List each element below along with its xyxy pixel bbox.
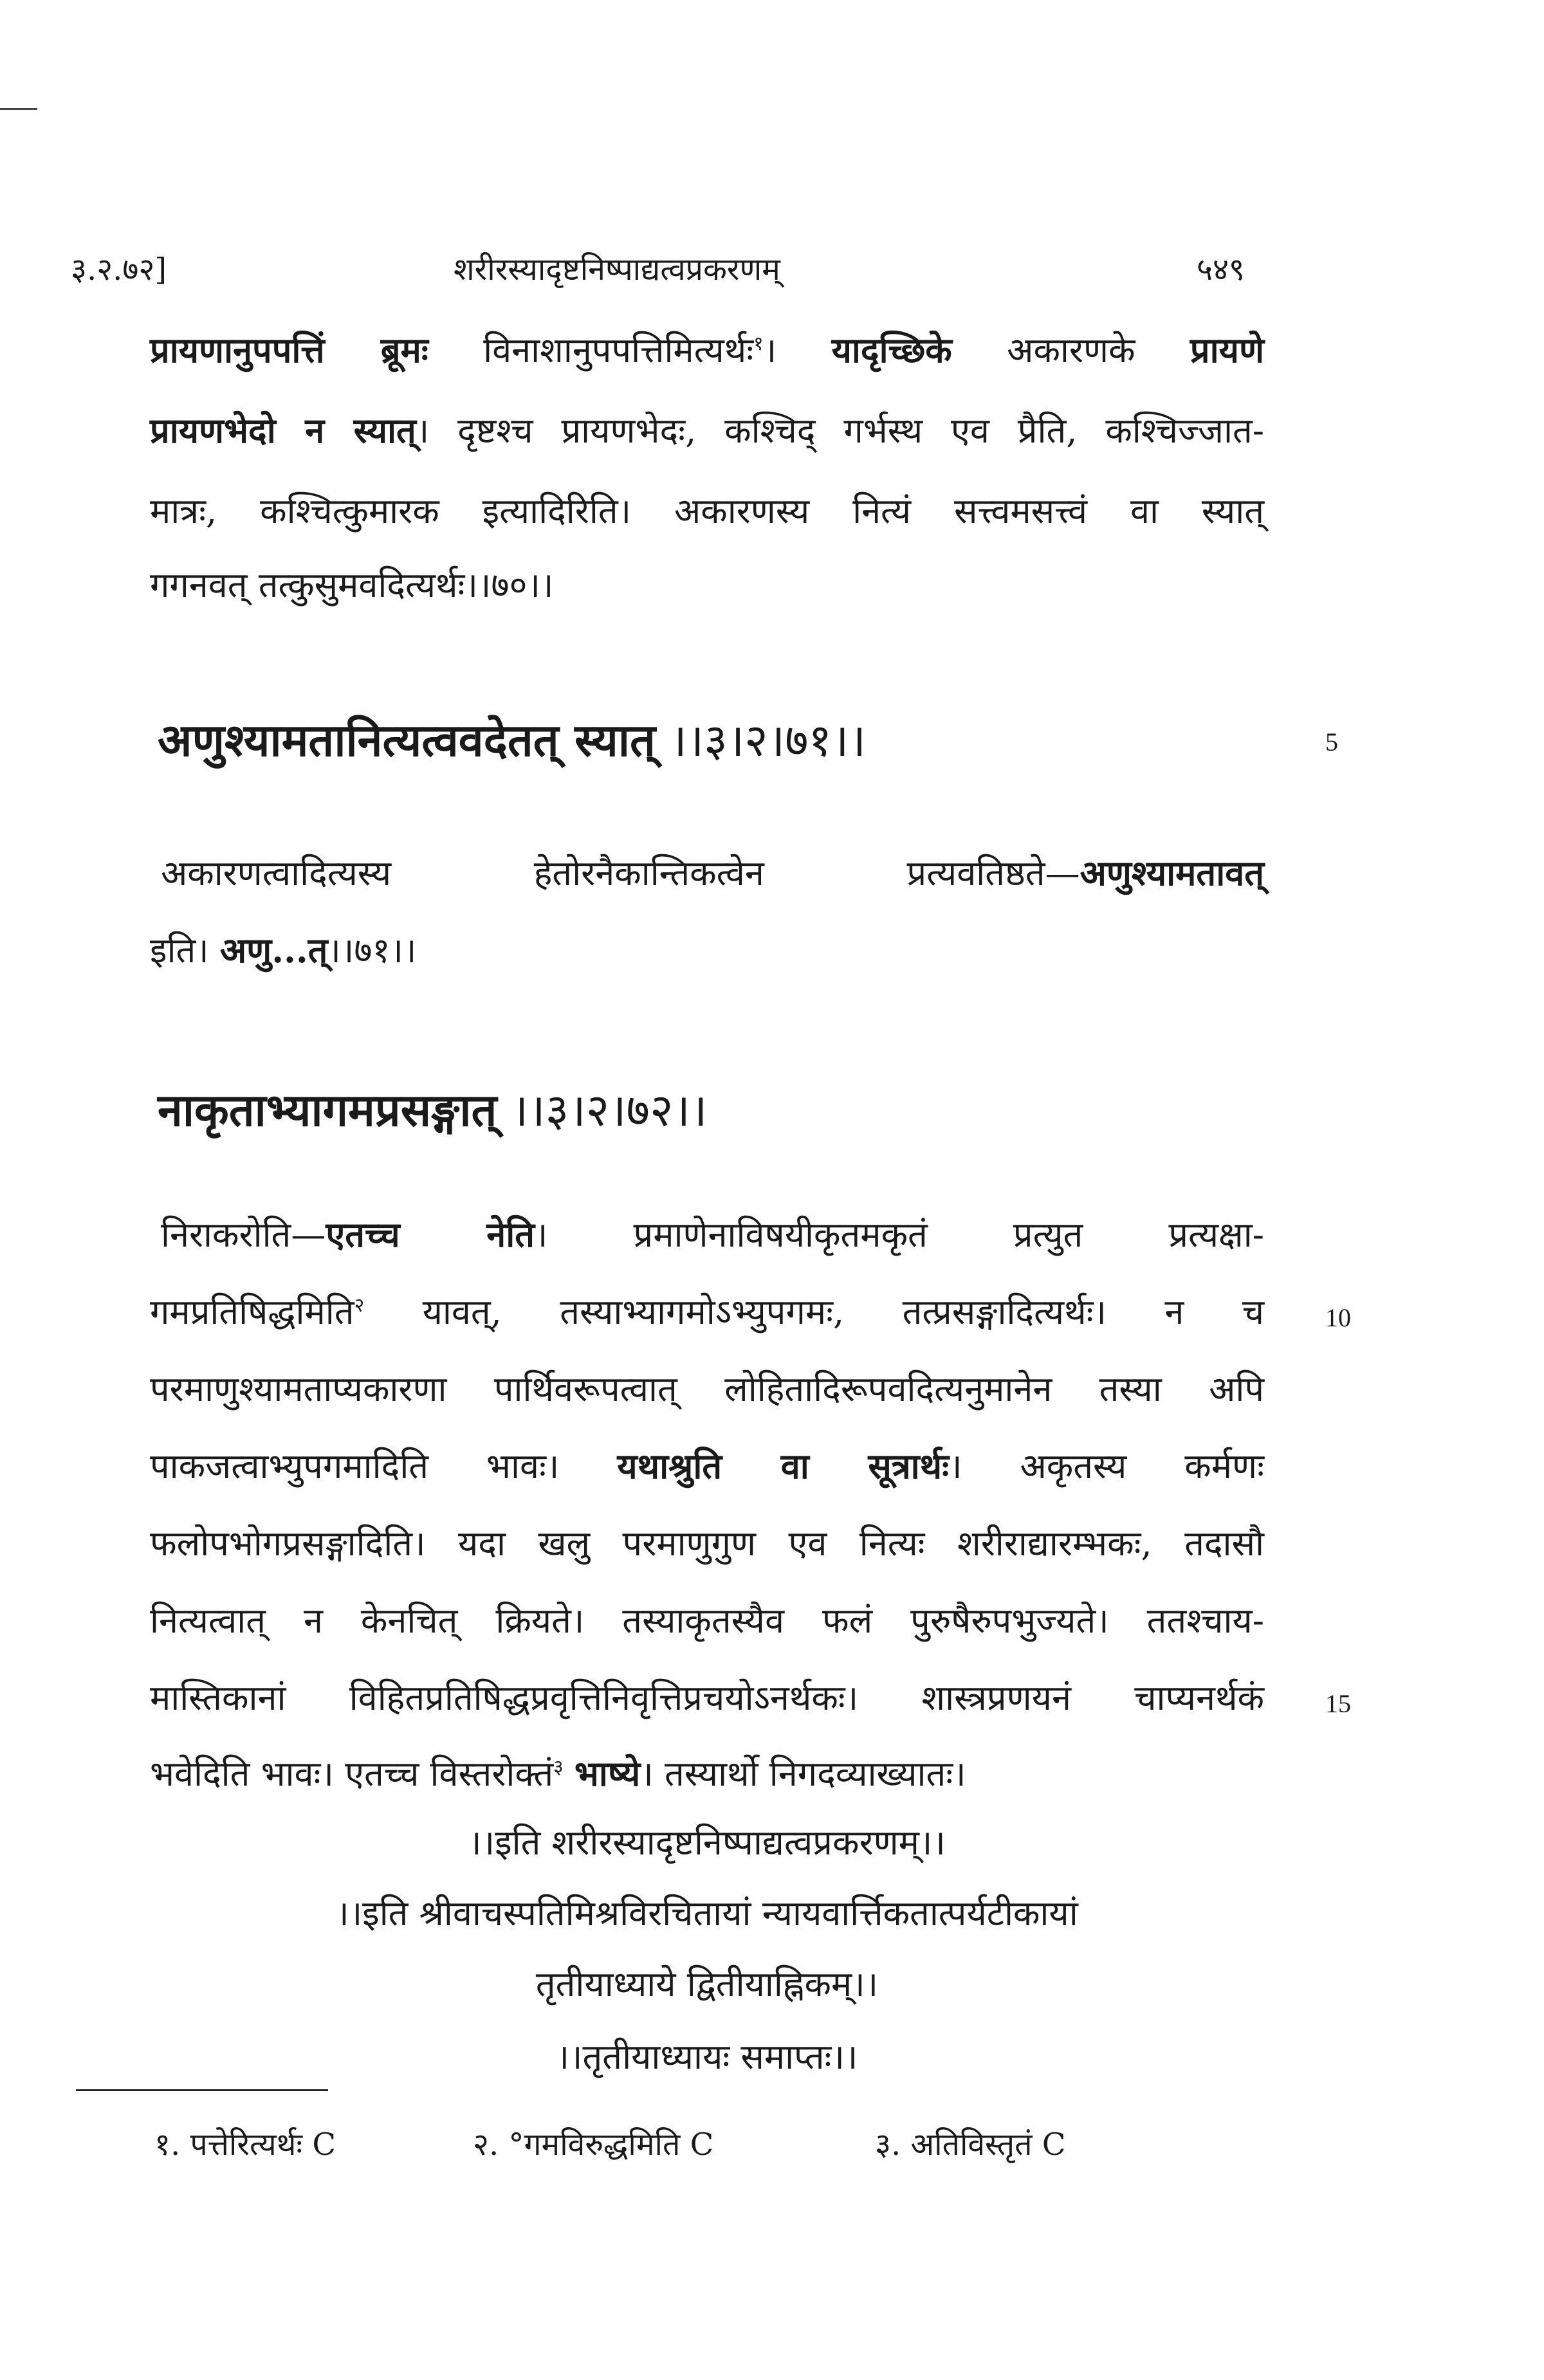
text-run: इति।	[150, 930, 220, 971]
bold-phrase: प्रायणानुपपत्तिं ब्रूमः	[150, 329, 428, 371]
text-run: नित्यत्वात् न केनचित् क्रियते। तस्याकृतस्यैव फलं पुरुषैरुपभुज्यते। ततश्चाय-	[150, 1600, 1264, 1641]
text-run: ।।७१।।	[327, 930, 417, 971]
text-run: फलोपभोगप्रसङ्गादिति। यदा खलु परमाणुगुण एव नित्यः शरीराद्यारम्भकः, तदासौ	[150, 1523, 1264, 1564]
header-chapter-title: शरीरस्यादृष्टनिष्पाद्यत्वप्रकरणम्	[454, 252, 780, 288]
bold-phrase: भाष्ये	[574, 1753, 641, 1794]
bold-phrase: यादृच्छिके	[831, 329, 952, 371]
para3-line6	[150, 1595, 1264, 1643]
footnote-mark: १.	[154, 2127, 181, 2163]
text-run: निराकरोति—	[161, 1214, 326, 1255]
line-number-10: 10	[1325, 1303, 1351, 1332]
line-number-5: 5	[1325, 728, 1338, 756]
bold-phrase: यथाश्रुति वा सूत्रार्थः	[617, 1445, 950, 1487]
bold-phrase: प्रायणे	[1190, 329, 1264, 371]
colophon-line3: तृतीयाध्याये द्वितीयाह्निकम्।।	[535, 1964, 879, 2004]
sutra-text: नाकृताभ्यागमप्रसङ्गात्	[158, 1083, 497, 1137]
colophon-line2: ।।इति श्रीवाचस्पतिमिश्रविरचितायां न्यायवार्त्तिकतात्पर्यटीकायां	[336, 1893, 1078, 1934]
text-run: परमाणुश्यामताप्यकारणा पार्थिवरूपत्वात् लोहितादिरूपवदित्यनुमानेन तस्या अपि	[150, 1369, 1264, 1409]
text-run: यावत्, तस्याभ्यागमोऽभ्युपगमः, तत्प्रसङ्गादित्यर्थः। न च	[364, 1292, 1264, 1332]
footnote-mark: ३.	[875, 2127, 901, 2163]
footnote-mark: २.	[473, 2127, 499, 2163]
footnote-text: °गमविरुद्धमिति C	[499, 2127, 714, 2163]
para3-line5	[150, 1518, 1264, 1566]
footnote-3	[875, 2123, 1065, 2165]
footnote-1	[154, 2123, 336, 2165]
text-run: ।	[763, 330, 832, 371]
header-section-ref: ३.२.७२]	[71, 252, 167, 288]
text-run: । अकृतस्य कर्मणः	[949, 1446, 1264, 1487]
footnote-ref: १	[753, 333, 764, 355]
sutra-number: ।।३।२।७१।।	[655, 714, 866, 767]
bold-phrase: एतच्च नेति	[326, 1214, 535, 1255]
line-number-15: 15	[1325, 1689, 1351, 1718]
text-run: विनाशानुपपत्तिमित्यर्थः	[428, 330, 754, 371]
sutra-72	[158, 1077, 707, 1139]
footnote-2	[473, 2123, 713, 2165]
para3-line4	[150, 1441, 1264, 1488]
sutra-number: ।।३।२।७२।।	[497, 1084, 708, 1137]
para3-line2	[150, 1286, 1264, 1334]
colophon-line1: ।।इति शरीरस्यादृष्टनिष्पाद्यत्वप्रकरणम्।।	[468, 1822, 946, 1863]
text-run: अकारणत्वादित्यस्य हेतोरनैकान्तिकत्वेन प्रत्यवतिष्ठते—	[161, 853, 1080, 893]
bold-phrase: अणुश्यामतावत्	[1080, 852, 1264, 893]
text-run: गगनवत् तत्कुसुमवदित्यर्थः।।७०।।	[150, 565, 554, 605]
text-run: भवेदिति भावः। एतच्च विस्तरोक्तं	[150, 1753, 554, 1794]
bold-phrase: अणु...त्	[219, 929, 328, 971]
text-run: । दृष्टश्च प्रायणभेदः, कश्चिद् गर्भस्थ एव प्रैति, कश्चिज्जात-	[416, 410, 1264, 451]
para3-line8	[150, 1748, 1264, 1796]
header-page-number: ५४९	[1197, 252, 1245, 288]
footnote-text: अतिविस्तृतं C	[901, 2127, 1066, 2163]
text-run: पाकजत्वाभ्युपगमादिति भावः।	[150, 1446, 618, 1487]
footnote-rule	[76, 2089, 328, 2091]
text-run	[564, 1753, 574, 1794]
para1-line2	[150, 405, 1264, 453]
scan-mark	[0, 108, 37, 110]
text-run: मास्तिकानां विहितप्रतिषिद्धप्रवृत्तिनिवृत्तिप्रचयोऽनर्थकः। शास्त्रप्रणयनं चाप्यनर्थकं	[150, 1678, 1264, 1718]
para3-line7	[150, 1672, 1264, 1720]
para1-line1	[150, 325, 1264, 372]
para1-line3	[150, 486, 1264, 533]
text-run: गमप्रतिषिद्धमिति	[150, 1292, 354, 1332]
para1-line4	[150, 560, 1264, 607]
footnote-ref: २	[354, 1294, 365, 1317]
text-run: । तस्यार्थो निगदव्याख्यातः।	[640, 1753, 966, 1794]
para2-line2	[150, 925, 1264, 973]
bold-phrase: प्रायणभेदो न स्यात्	[150, 410, 416, 451]
para3-line3	[150, 1364, 1264, 1411]
para3-line1	[161, 1209, 1264, 1257]
colophon-line4: ।।तृतीयाध्यायः समाप्तः।।	[556, 2037, 858, 2077]
footnote-text: पत्तेरित्यर्थः C	[180, 2127, 336, 2163]
sutra-text: अणुश्यामतानित्यत्ववदेतत् स्यात्	[158, 713, 656, 767]
sutra-71	[158, 708, 866, 769]
text-run: । प्रमाणेनाविषयीकृतमकृतं प्रत्युत प्रत्यक्षा-	[535, 1214, 1265, 1255]
para2-line1	[161, 848, 1264, 895]
text-run: अकारणके	[951, 330, 1190, 371]
text-run: मात्रः, कश्चित्कुमारक इत्यादिरिति। अकारणस्य नित्यं सत्त्वमसत्त्वं वा स्यात्	[150, 491, 1264, 531]
footnote-ref: ३	[553, 1756, 564, 1779]
